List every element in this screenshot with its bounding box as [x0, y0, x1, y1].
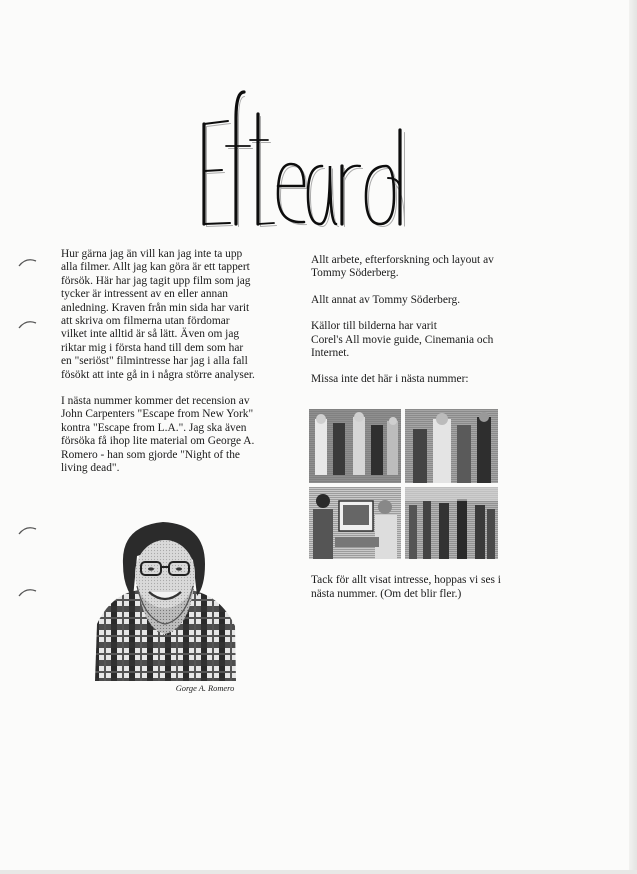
text-line: Källor till bilderna har varit — [311, 320, 437, 333]
page-edge-shadow — [629, 0, 637, 874]
text-line: försöka få ihop lite material om George A. — [61, 435, 255, 448]
binder-hole-mark — [18, 586, 38, 598]
film-stills-collage — [309, 409, 498, 559]
text-line: Internet. — [311, 347, 350, 360]
intro-paragraph — [61, 248, 276, 382]
text-line: alla filmer. Allt jag kan göra är ett tappert — [61, 261, 250, 274]
text-line: kontra "Escape from L.A.". Jag ska även — [61, 421, 247, 434]
closing-paragraph — [311, 573, 523, 601]
text-line: Tack för allt visat intresse, hoppas vi ses i — [311, 574, 501, 586]
next-issue-teaser: Missa inte det här i nästa nummer: — [311, 373, 469, 386]
credits-other-line: Allt annat av Tommy Söderberg. — [311, 293, 461, 306]
text-line: tycker är intressent av en eller annan — [61, 288, 228, 301]
film-still-image — [405, 409, 498, 483]
credits-paragraph — [311, 254, 523, 281]
text-line: John Carpenters "Escape from New York" — [61, 408, 254, 421]
next-issue-paragraph — [61, 395, 276, 475]
text-line: nästa nummer. (Om det blir fler.) — [311, 588, 462, 600]
film-still-image — [309, 487, 401, 559]
text-line: riktar mig i första hand till dem som har — [61, 341, 244, 354]
film-still-image — [405, 487, 498, 559]
binder-hole-mark — [18, 256, 38, 268]
binder-hole-mark — [18, 524, 38, 536]
text-line: I nästa nummer kommer det recension av — [61, 395, 250, 408]
photo-caption: Gorge A. Romero — [175, 684, 235, 693]
binder-hole-mark — [18, 318, 38, 330]
text-line: försök. Här har jag tagit upp film som jag — [61, 274, 251, 287]
text-line: fösökt att inte gå in i några större analyser. — [61, 368, 255, 381]
text-line: Corel's All movie guide, Cinemania och — [311, 333, 494, 346]
right-column — [311, 254, 523, 387]
sources-paragraph — [311, 320, 523, 360]
text-line: Romero - han som gjorde "Night of the — [61, 448, 240, 461]
text-line: living dead". — [61, 462, 120, 475]
page-bottom-edge — [0, 870, 637, 874]
page-title — [196, 74, 406, 238]
text-line: anledning. Kraven från min sida har varit — [61, 301, 250, 314]
text-line: Tommy Söderberg. — [311, 267, 399, 280]
text-line: Allt arbete, efterforskning och layout av — [311, 254, 494, 266]
text-line: Hur gärna jag än vill kan jag inte ta upp — [61, 248, 243, 260]
left-column — [61, 248, 276, 476]
portrait-photo — [93, 516, 236, 681]
text-line: vilket inte alltid är så lätt. Även om jag — [61, 328, 240, 341]
film-still-image — [309, 409, 401, 483]
text-line: att skriva om filmerna utan fördomar — [61, 315, 230, 328]
text-line: en "seriöst" filmintresse har jag i alla fall — [61, 355, 248, 368]
